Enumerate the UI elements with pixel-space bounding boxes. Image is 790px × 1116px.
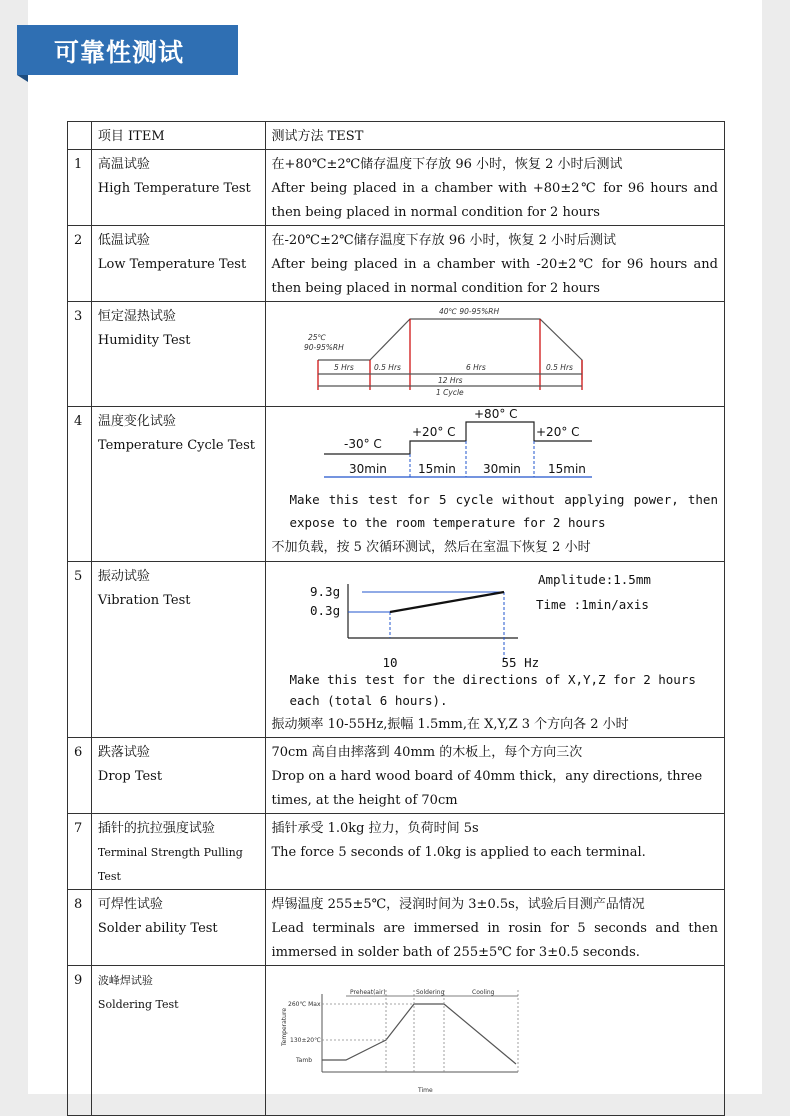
method-en: Lead terminals are immersed in rosin for 5 seconds and then immersed in solder bath of 255±5℃ for 3±0.5 seconds.: [271, 921, 718, 960]
humidity-profile-line: [318, 319, 582, 380]
item-cell: [91, 966, 265, 1116]
item-cell: [91, 562, 265, 738]
method-cell: [265, 738, 725, 814]
table-row: [68, 890, 725, 966]
row-number: 7: [68, 814, 92, 890]
item-en: Solder ability Test: [97, 921, 218, 936]
temp-label: +80° C: [473, 407, 518, 421]
method-cell: [265, 226, 725, 302]
cycle-note-en: Make this test for 5 cycle without applying power, then expose to the room temperature for 2 hours: [289, 492, 718, 530]
phase-label: Cooling: [471, 989, 494, 996]
y-ambient-label: Tamb: [295, 1057, 312, 1064]
vibration-note-cn: 振动频率 10-55Hz,振幅 1.5mm,在 X,Y,Z 3 个方向各 2 小时: [271, 717, 629, 732]
table-row: [68, 302, 725, 407]
y-axis-label: Temperature: [280, 1007, 288, 1046]
start-rh-label: 90-95%RH: [303, 343, 344, 352]
method-cn: 在+80℃±2℃储存温度下存放 96 小时，恢复 2 小时后测试: [271, 157, 623, 172]
vibration-diagram: [266, 562, 708, 658]
method-cell: [265, 814, 725, 890]
table-row: [68, 407, 725, 562]
item-en: Low Temperature Test: [97, 257, 247, 272]
page-title: 可靠性测试: [54, 38, 185, 67]
method-en: Drop on a hard wood board of 40mm thick，any directions, three times, at the height of 70cm: [271, 769, 703, 808]
item-cn: 插针的抗拉强度试验: [97, 821, 215, 836]
segment-2-label: 0.5 Hrs: [373, 363, 401, 372]
item-en: Soldering Test: [97, 998, 179, 1011]
item-cn: 高温试验: [97, 157, 150, 172]
y-low-label: 0.3g: [309, 603, 340, 618]
table-header-row: [68, 122, 725, 150]
item-en: Drop Test: [97, 769, 163, 784]
row-number: 3: [68, 302, 92, 407]
method-cell: [265, 890, 725, 966]
duration-label: 30min: [348, 462, 387, 476]
item-en: Vibration Test: [97, 593, 191, 608]
method-en: The force 5 seconds of 1.0kg is applied to each terminal.: [271, 845, 646, 860]
temp-label: -30° C: [343, 437, 382, 451]
humidity-profile-diagram: [266, 302, 708, 397]
item-cell: [91, 407, 265, 562]
method-cell: [265, 407, 725, 562]
vibration-sweep-line: [390, 592, 504, 612]
y-max-label: 260℃ Max: [287, 1001, 321, 1008]
table-row: [68, 814, 725, 890]
method-cn: 插针承受 1.0kg 拉力，负荷时间 5s: [271, 821, 479, 836]
duration-label: 15min: [417, 462, 456, 476]
table-row: [68, 226, 725, 302]
header-no: [68, 122, 92, 150]
total-label: 12 Hrs: [437, 376, 463, 385]
row-number: 9: [68, 966, 92, 1116]
start-temp-label: 25℃: [307, 333, 326, 342]
amplitude-label: Amplitude:1.5mm: [537, 572, 651, 587]
row-number: 5: [68, 562, 92, 738]
item-en: Temperature Cycle Test: [97, 438, 256, 453]
x-low-label: 10: [382, 655, 398, 670]
method-cell: [265, 966, 725, 1116]
item-cell: [91, 890, 265, 966]
y-high-label: 9.3g: [309, 584, 340, 599]
item-en: Humidity Test: [97, 333, 191, 348]
banner-fold: [17, 75, 28, 82]
phase-label: Soldering: [415, 989, 444, 996]
row-number: 1: [68, 150, 92, 226]
table-row: [68, 562, 725, 738]
row-number: 6: [68, 738, 92, 814]
item-en: Terminal Strength Pulling Test: [97, 846, 243, 883]
x-high-label: 55 Hz: [501, 655, 540, 670]
soldering-profile-line: [322, 1004, 516, 1064]
item-cell: [91, 302, 265, 407]
table-row: [68, 966, 725, 1116]
vibration-note-en-2: each (total 6 hours).: [289, 693, 448, 708]
item-cell: [91, 738, 265, 814]
temperature-cycle-diagram: [266, 407, 708, 479]
item-cn: 低温试验: [97, 233, 150, 248]
method-cn: 焊锡温度 255±5℃，浸润时间为 3±0.5s，试验后目测产品情况: [271, 897, 645, 912]
reliability-test-table: [67, 121, 725, 1116]
item-cn: 恒定湿热试验: [97, 309, 176, 324]
item-cn: 跌落试验: [97, 745, 150, 760]
method-en: After being placed in a chamber with -20±2℃ for 96 hours and then being placed in normal condition for 2 hours: [271, 257, 718, 296]
segment-3-label: 6 Hrs: [465, 363, 486, 372]
item-cn: 振动试验: [97, 569, 150, 584]
temp-label: +20° C: [535, 425, 580, 439]
vibration-note-en-1: Make this test for the directions of X,Y,Z for 2 hours: [289, 672, 696, 687]
cycle-note-cn: 不加负载，按 5 次循环测试，然后在室温下恢复 2 小时: [271, 540, 591, 555]
soldering-profile-diagram: [266, 966, 708, 1106]
phase-label: Preheat(air): [349, 989, 386, 996]
duration-label: 15min: [547, 462, 586, 476]
item-cn: 波峰焊试验: [97, 974, 153, 987]
segment-4-label: 0.5 Hrs: [545, 363, 573, 372]
table-row: [68, 150, 725, 226]
row-number: 2: [68, 226, 92, 302]
top-condition-label: 40℃ 90-95%RH: [438, 307, 499, 316]
table-row: [68, 738, 725, 814]
cycle-label: 1 Cycle: [435, 388, 464, 397]
time-label: Time :1min/axis: [535, 597, 649, 612]
y-preheat-label: 130±20℃: [289, 1037, 321, 1044]
row-number: 4: [68, 407, 92, 562]
method-cell: [265, 302, 725, 407]
method-cn: 70cm 高自由摔落到 40mm 的木板上，每个方向三次: [271, 745, 583, 760]
header-test: 测试方法 TEST: [265, 122, 725, 150]
duration-label: 30min: [482, 462, 521, 476]
item-en: High Temperature Test: [97, 181, 251, 196]
item-cell: [91, 226, 265, 302]
item-cell: [91, 814, 265, 890]
x-axis-label: Time: [417, 1087, 433, 1094]
temp-label: +20° C: [411, 425, 456, 439]
header-item: 项目 ITEM: [91, 122, 265, 150]
method-en: After being placed in a chamber with +80±2℃ for 96 hours and then being placed in normal condition for 2 hours: [271, 181, 718, 220]
method-cell: [265, 562, 725, 738]
item-cell: [91, 150, 265, 226]
row-number: 8: [68, 890, 92, 966]
segment-1-label: 5 Hrs: [333, 363, 354, 372]
method-cell: [265, 150, 725, 226]
item-cn: 温度变化试验: [97, 414, 176, 429]
method-cn: 在-20℃±2℃储存温度下存放 96 小时，恢复 2 小时后测试: [271, 233, 617, 248]
item-cn: 可焊性试验: [97, 897, 163, 912]
